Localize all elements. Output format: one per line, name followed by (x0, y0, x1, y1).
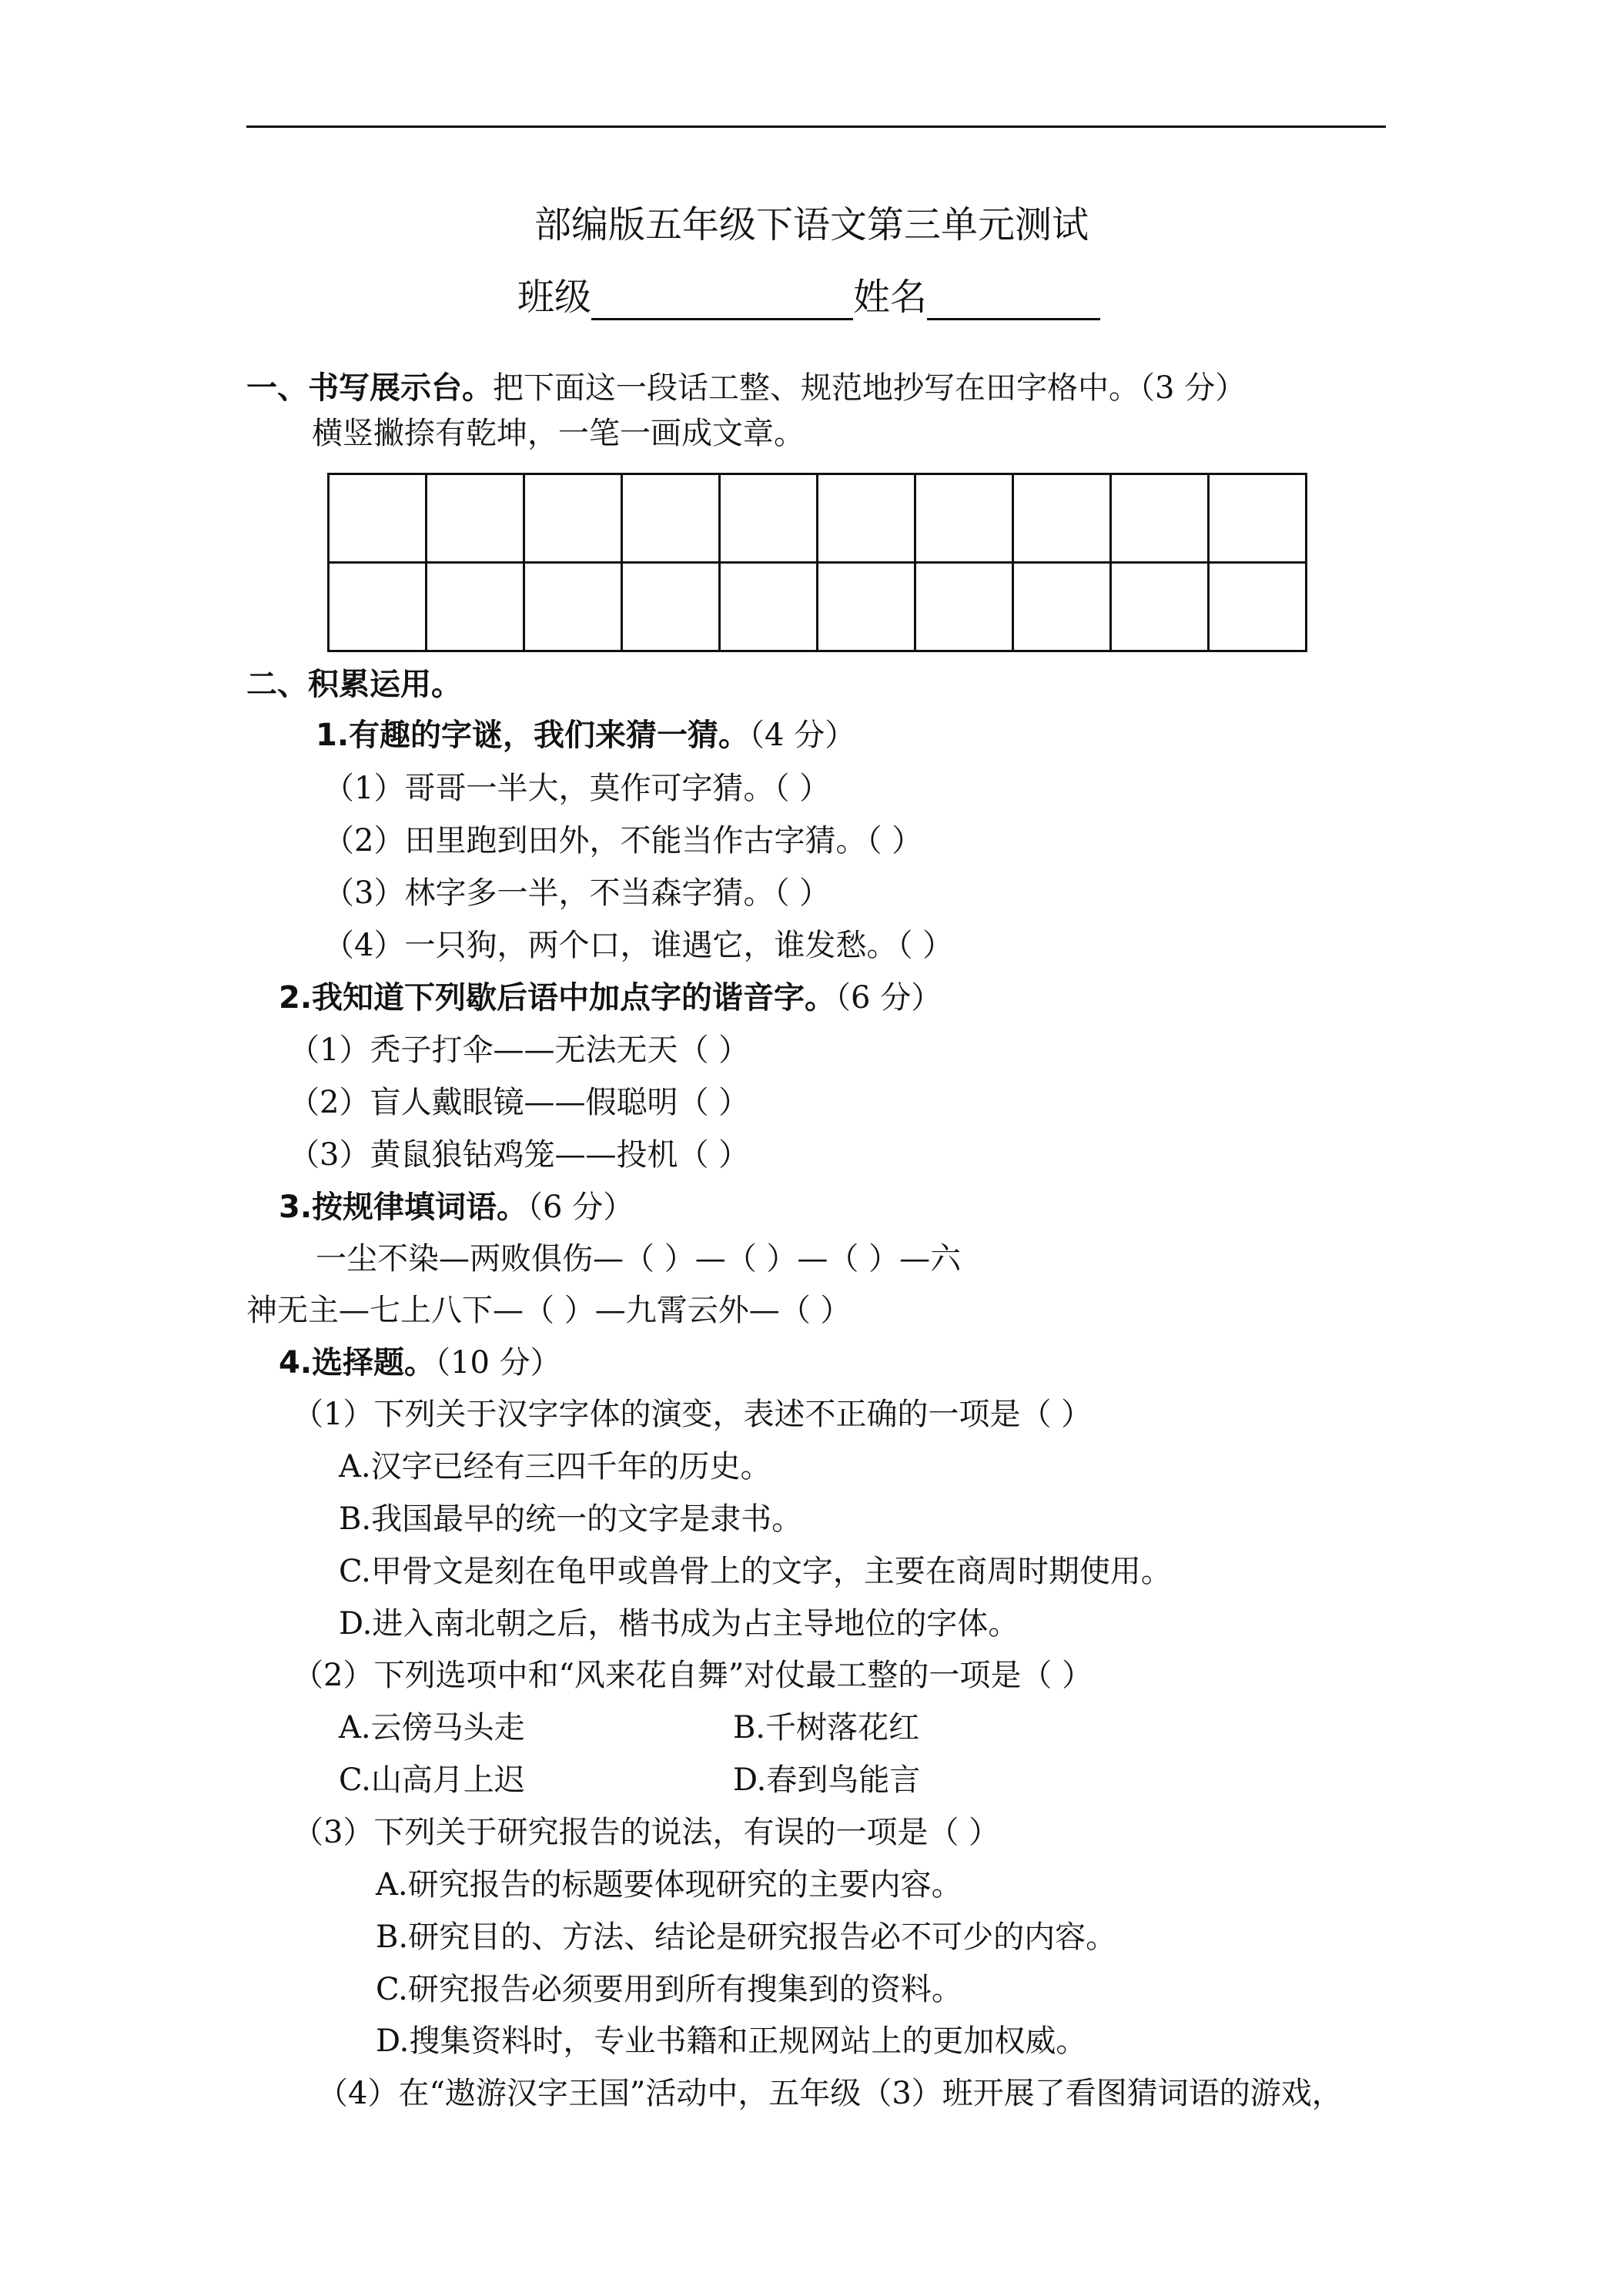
grid-cell[interactable] (524, 474, 622, 563)
q2-title (279, 978, 942, 1018)
q1-item-2: （2）田里跑到田外，不能当作古字猜。（ ） (323, 823, 923, 858)
q4-1-option-b: B.我国最早的统一的文字是隶书。 (339, 1501, 803, 1537)
q2-score: （6 分） (835, 980, 942, 1016)
q1-title-text: 1.有趣的字谜，我们来猜一猜。 (316, 718, 750, 753)
grid-cell[interactable] (818, 474, 915, 563)
grid-cell[interactable] (915, 474, 1013, 563)
grid-cell[interactable] (915, 563, 1013, 651)
q1-item-1: （1）哥哥一半大，莫作可字猜。（ ） (323, 771, 831, 806)
class-label: 班级 (517, 276, 592, 319)
grid-cell[interactable] (1209, 563, 1307, 651)
q4-3-option-c: C.研究报告必须要用到所有搜集到的资料。 (376, 1972, 962, 2007)
q4-2-option-b: B.千树落花红 (733, 1710, 920, 1745)
q4-1-option-d: D.进入南北朝之后，楷书成为占主导地位的字体。 (339, 1606, 1019, 1642)
q4-2-option-d: D.春到鸟能言 (733, 1762, 921, 1798)
q1-item-4: （4）一只狗，两个口，谁遇它，谁发愁。（ ） (323, 928, 954, 963)
q4-1-stem: （1）下列关于汉字字体的演变，表述不正确的一项是（ ） (293, 1397, 1093, 1432)
q2-item-3: （3）黄鼠狼钻鸡笼——投机（ ） (289, 1137, 750, 1173)
q1-score: （4 分） (749, 718, 856, 753)
q3-score: （6 分） (527, 1190, 634, 1225)
grid-cell[interactable] (622, 563, 720, 651)
grid-cell[interactable] (818, 563, 915, 651)
grid-cell[interactable] (427, 474, 524, 563)
q3-title (279, 1187, 634, 1227)
part1-heading (246, 368, 1246, 408)
q3-title-text: 3.按规律填词语。 (279, 1190, 528, 1225)
q4-1-option-c: C.甲骨文是刻在龟甲或兽骨上的文字，主要在商周时期使用。 (339, 1554, 1172, 1589)
copy-sentence: 横竖撇捺有乾坤，一笔一画成文章。 (312, 416, 805, 451)
q4-3-option-b: B.研究目的、方法、结论是研究报告必不可少的内容。 (376, 1919, 1117, 1955)
part1-heading-rest: 把下面这一段话工整、规范地抄写在田字格中。（3 分） (493, 370, 1247, 406)
q2-item-2: （2）盲人戴眼镜——假聪明（ ） (289, 1085, 750, 1120)
q4-2-option-a: A.云傍马头走 (339, 1710, 525, 1745)
class-blank[interactable] (591, 279, 853, 320)
q3-line-2: 神无主—七上八下—（ ）—九霄云外—（ ） (246, 1293, 852, 1328)
part2-heading: 二、积累运用。 (246, 667, 462, 702)
grid-cell[interactable] (1013, 474, 1111, 563)
q2-item-1: （1）秃子打伞——无法无天（ ） (289, 1033, 750, 1068)
name-label: 姓名 (853, 276, 928, 319)
q2-title-text: 2.我知道下列歇后语中加点字的谐音字。 (279, 980, 836, 1016)
grid-row (329, 474, 1307, 563)
grid-cell[interactable] (1111, 474, 1209, 563)
q1-item-3: （3）林字多一半，不当森字猜。（ ） (323, 875, 831, 911)
q4-3-option-a: A.研究报告的标题要体现研究的主要内容。 (376, 1867, 962, 1903)
grid-cell[interactable] (1111, 563, 1209, 651)
grid-cell[interactable] (1209, 474, 1307, 563)
grid-cell[interactable] (1013, 563, 1111, 651)
grid-cell[interactable] (427, 563, 524, 651)
grid-cell[interactable] (329, 563, 427, 651)
q4-score: （10 分） (435, 1345, 561, 1381)
q4-1-option-a: A.汉字已经有三四千年的历史。 (339, 1449, 771, 1484)
student-info-row (517, 274, 1100, 320)
q4-3-stem: （3）下列关于研究报告的说法，有误的一项是（ ） (293, 1815, 1000, 1850)
q4-3-option-d: D.搜集资料时，专业书籍和正规网站上的更加权威。 (376, 2023, 1087, 2059)
q4-4-stem: （4）在“遨游汉字王国”活动中，五年级（3）班开展了看图猜词语的游戏， (317, 2076, 1343, 2111)
grid-cell[interactable] (329, 474, 427, 563)
q4-2-stem: （2）下列选项中和“风来花自舞”对仗最工整的一项是（ ） (293, 1658, 1093, 1693)
q1-title (316, 715, 855, 755)
page-title: 部编版五年级下语文第三单元测试 (534, 203, 1089, 246)
grid-cell[interactable] (720, 563, 818, 651)
header-rule (246, 126, 1386, 128)
grid-cell[interactable] (622, 474, 720, 563)
grid-cell[interactable] (524, 563, 622, 651)
q3-line-1: 一尘不染—两败俱伤—（ ）—（ ）—（ ）—六 (316, 1241, 962, 1277)
grid-cell[interactable] (720, 474, 818, 563)
q4-title (279, 1343, 561, 1383)
q4-2-option-c: C.山高月上迟 (339, 1762, 525, 1798)
name-blank[interactable] (927, 279, 1100, 320)
writing-grid (327, 473, 1307, 652)
part1-heading-bold: 一、书写展示台。 (246, 370, 493, 406)
q4-title-text: 4.选择题。 (279, 1345, 436, 1381)
grid-row (329, 563, 1307, 651)
